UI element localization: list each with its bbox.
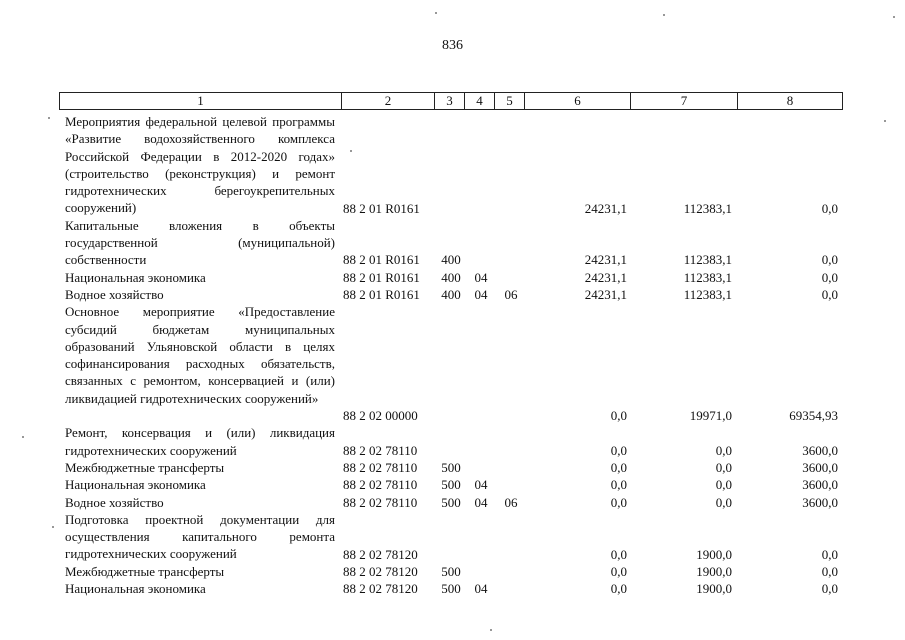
header-col-4: 4 (464, 92, 495, 110)
row-amount-col7: 112383,1 (683, 269, 732, 285)
row-name: Национальная экономика (65, 269, 206, 285)
row-code: 88 2 02 00000 (343, 408, 418, 424)
row-code: 88 2 01 R0161 (343, 252, 420, 268)
row-amount-col8: 0,0 (821, 269, 838, 285)
row-amount-col8: 0,0 (821, 200, 838, 216)
scan-speck (435, 12, 437, 14)
row-expense-type: 400 (441, 252, 461, 268)
scan-speck (22, 436, 24, 438)
header-col-2: 2 (341, 92, 435, 110)
row-section: 04 (474, 269, 488, 285)
row-code: 88 2 01 R0161 (343, 287, 420, 302)
row-name: Водное хозяйство (65, 287, 164, 302)
row-amount-col8: 0,0 (821, 252, 838, 268)
row-amount-col7: 0,0 (715, 460, 732, 475)
row-name: Ремонт, консервация и (или) ликвидация гидротехнических сооружений (65, 425, 335, 458)
row-name: Подготовка проектной документации для осуществления капитального ремонта гидротехнических сооружений (65, 511, 335, 562)
row-amount-col8: 0,0 (821, 563, 838, 579)
row-amount-col6: 0,0 (610, 546, 627, 562)
row-amount-col8: 0,0 (821, 287, 838, 302)
row-amount-col8: 69354,93 (789, 408, 838, 424)
row-expense-type: 500 (441, 581, 461, 597)
row-amount-col7: 112383,1 (683, 252, 732, 268)
row-amount-col7: 1900,0 (696, 563, 732, 579)
row-amount-col7: 0,0 (715, 494, 732, 510)
row-name: Мероприятия федеральной целевой программы «Развитие водохозяйственного комплекса Российской Федерации в 2012-2020 годах» (строительство (реконструкция) и ремонт гидротехнических берегоукрепительных сооружений) (65, 114, 335, 216)
row-subsection: 06 (504, 287, 518, 302)
row-code: 88 2 01 R0161 (343, 200, 420, 216)
row-expense-type: 400 (441, 287, 461, 302)
row-section: 04 (474, 581, 488, 597)
row-amount-col7: 1900,0 (696, 546, 732, 562)
row-name: Национальная экономика (65, 581, 206, 597)
row-name: Основное мероприятие «Предоставление субсидий бюджетам муниципальных образований Ульяновской области в целях софинансирования расходных обязательств, связанных с ремонтом, консервацией и (или) ликвидацией гидротехнических сооружений» (65, 304, 335, 406)
scan-speck (350, 150, 352, 152)
row-expense-type: 500 (441, 477, 461, 493)
row-amount-col8: 3600,0 (802, 460, 838, 475)
row-amount-col8: 3600,0 (802, 477, 838, 493)
row-amount-col8: 3600,0 (802, 442, 838, 458)
row-amount-col8: 0,0 (821, 581, 838, 597)
header-col-5: 5 (494, 92, 525, 110)
row-section: 04 (474, 494, 488, 510)
row-expense-type: 500 (441, 563, 461, 579)
row-amount-col8: 0,0 (821, 546, 838, 562)
row-amount-col7: 112383,1 (683, 287, 732, 302)
row-expense-type: 500 (441, 460, 461, 475)
row-section: 04 (474, 287, 488, 302)
row-section: 04 (474, 477, 488, 493)
row-amount-col6: 0,0 (610, 477, 627, 493)
row-amount-col6: 0,0 (610, 408, 627, 424)
row-amount-col6: 0,0 (610, 442, 627, 458)
row-code: 88 2 01 R0161 (343, 269, 420, 285)
row-code: 88 2 02 78110 (343, 477, 418, 493)
row-amount-col6: 0,0 (610, 494, 627, 510)
row-expense-type: 500 (441, 494, 461, 510)
row-amount-col6: 24231,1 (584, 269, 627, 285)
scan-speck (893, 16, 895, 18)
row-amount-col6: 0,0 (610, 581, 627, 597)
row-name: Капитальные вложения в объекты государственной (муниципальной) собственности (65, 217, 335, 268)
row-name: Межбюджетные трансферты (65, 460, 225, 475)
row-code: 88 2 02 78120 (343, 581, 418, 597)
row-expense-type: 400 (441, 269, 461, 285)
row-amount-col7: 1900,0 (696, 581, 732, 597)
row-amount-col7: 112383,1 (683, 200, 732, 216)
scan-speck (884, 120, 886, 122)
row-code: 88 2 02 78120 (343, 563, 418, 579)
row-name: Национальная экономика (65, 477, 206, 493)
header-col-7: 7 (630, 92, 738, 110)
row-name: Водное хозяйство (65, 494, 164, 510)
row-amount-col6: 24231,1 (584, 287, 627, 302)
page-number: 836 (442, 38, 463, 53)
row-amount-col7: 0,0 (715, 477, 732, 493)
row-code: 88 2 02 78110 (343, 460, 418, 475)
row-amount-col6: 24231,1 (584, 252, 627, 268)
scan-speck (52, 526, 54, 528)
row-amount-col6: 0,0 (610, 460, 627, 475)
row-code: 88 2 02 78110 (343, 494, 418, 510)
row-amount-col7: 0,0 (715, 442, 732, 458)
row-amount-col7: 19971,0 (689, 408, 732, 424)
scan-speck (48, 117, 50, 119)
row-name: Межбюджетные трансферты (65, 563, 225, 579)
header-col-6: 6 (524, 92, 631, 110)
scan-speck (663, 14, 665, 16)
row-subsection: 06 (504, 494, 518, 510)
row-amount-col6: 24231,1 (584, 200, 627, 216)
row-code: 88 2 02 78110 (343, 442, 418, 458)
header-col-1: 1 (59, 92, 342, 110)
row-code: 88 2 02 78120 (343, 546, 418, 562)
row-amount-col8: 3600,0 (802, 494, 838, 510)
header-col-8: 8 (737, 92, 843, 110)
scan-speck (490, 629, 492, 631)
header-col-3: 3 (434, 92, 465, 110)
row-amount-col6: 0,0 (610, 563, 627, 579)
